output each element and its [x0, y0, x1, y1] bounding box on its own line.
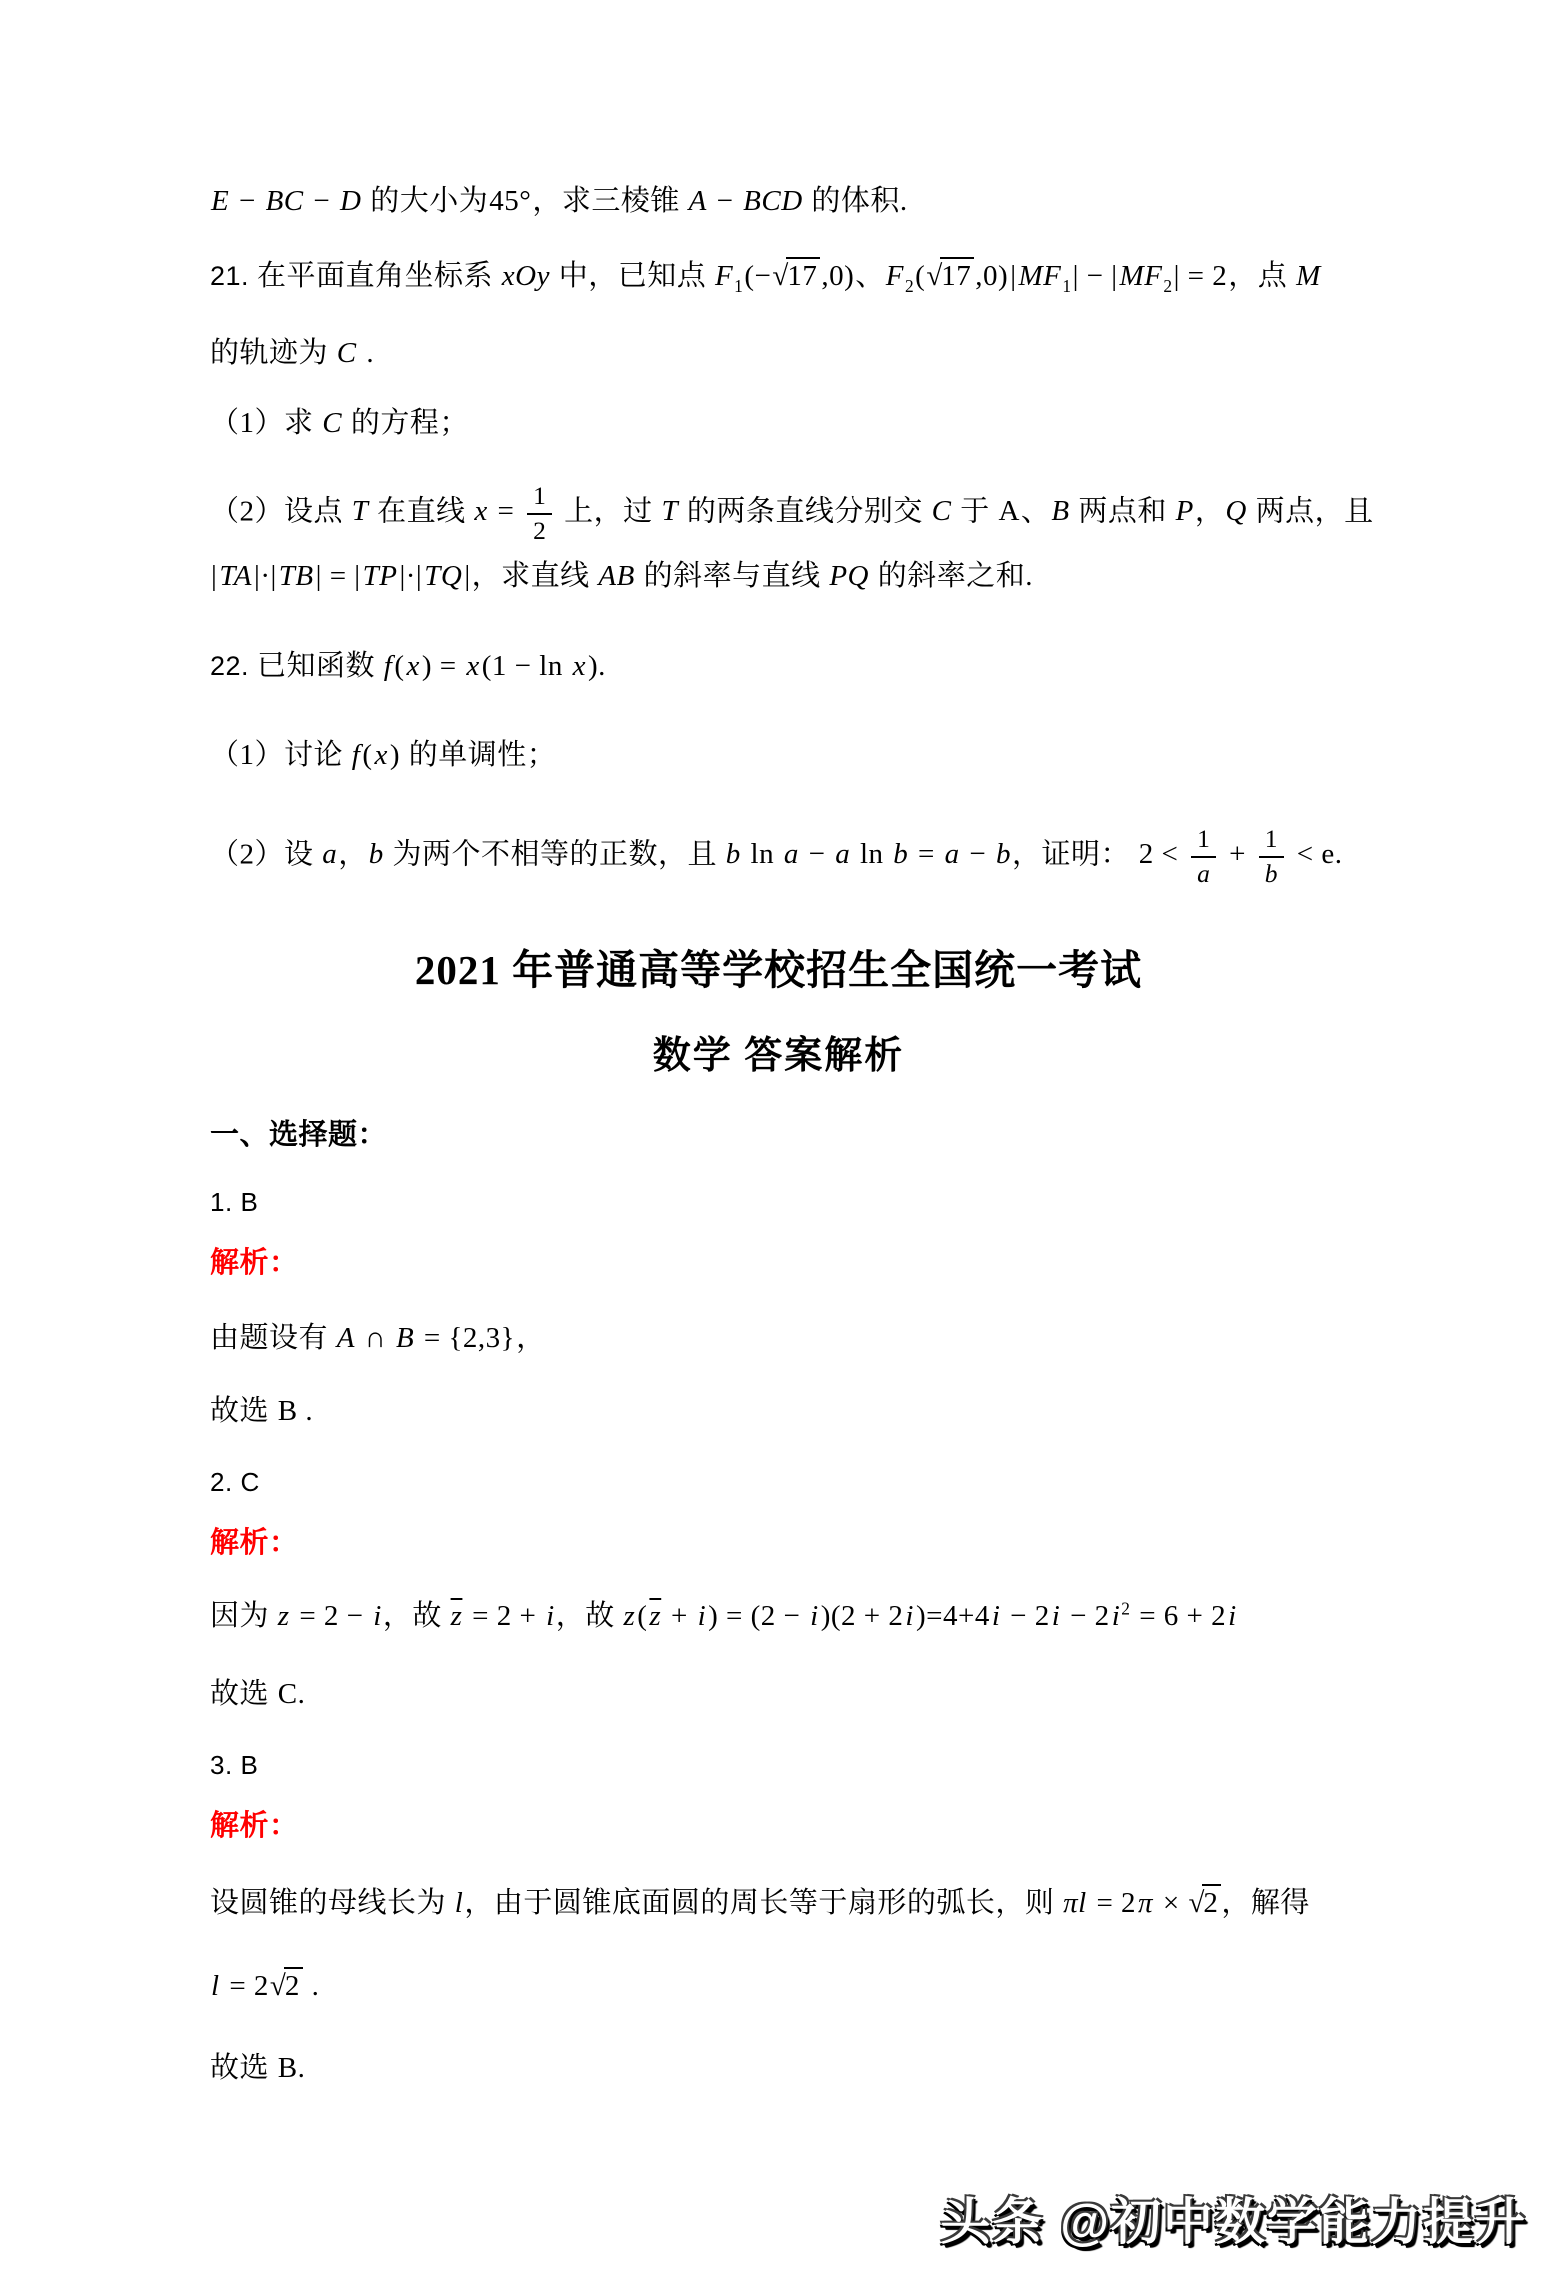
text-segment: 于 — [952, 495, 998, 528]
math-roman: ,0) — [821, 260, 855, 292]
answer-3 — [210, 1748, 258, 1783]
analysis-label-2 — [210, 1525, 299, 1561]
math-var: i — [1228, 1600, 1237, 1632]
math-var: F — [885, 260, 904, 292]
solution-2 — [210, 1598, 1238, 1634]
text-segment: 的大小为 — [362, 185, 489, 217]
math-var: xOy — [501, 260, 550, 292]
radical-sign: √ — [772, 260, 789, 292]
item-number: 2. C — [210, 1467, 260, 1497]
solution-3a — [210, 1885, 1310, 1921]
math-var: a — [944, 838, 960, 871]
math-var: TA — [219, 560, 253, 592]
fraction-numerator: 1 — [1259, 826, 1284, 858]
math-var: i — [546, 1600, 555, 1632]
text-segment: 的方程； — [343, 407, 469, 439]
math-roman: + — [663, 1600, 696, 1632]
math-var: x — [374, 739, 388, 771]
math-var: i — [373, 1600, 382, 1632]
math-var: i — [1051, 1600, 1061, 1632]
math-roman: )=4+4 — [915, 1600, 990, 1632]
math-roman: | = | — [315, 560, 361, 592]
math-roman: 45° — [489, 185, 532, 217]
math-var: x — [466, 650, 480, 682]
fraction — [527, 483, 552, 545]
math-var: a — [783, 838, 799, 871]
text-segment: 的斜率与直线 — [635, 560, 829, 592]
fraction — [1259, 826, 1284, 888]
math-var: i — [991, 1600, 1001, 1632]
section-heading — [210, 1117, 387, 1153]
text-segment: 、 — [1020, 495, 1051, 528]
fraction-denominator: b — [1264, 858, 1279, 888]
math-roman: ( — [637, 1600, 648, 1632]
fraction-numerator: 1 — [1191, 826, 1216, 858]
math-var: x — [406, 650, 420, 682]
overbar-var: $\overline{z}$ — [649, 1600, 662, 1632]
math-roman: − 2 — [1062, 1600, 1110, 1632]
math-roman: ( — [394, 650, 405, 682]
fraction-denominator: a — [1197, 858, 1211, 888]
text-segment: （1）讨论 — [210, 739, 351, 771]
math-roman: . — [303, 1970, 320, 2002]
radicand: 2 — [1202, 1884, 1221, 1919]
radicand: 17 — [940, 257, 974, 292]
q21-part2b — [210, 558, 1033, 594]
math-roman: ln — [742, 838, 782, 871]
math-var: πl — [1063, 1887, 1087, 1919]
math-var: b — [893, 838, 909, 871]
math-roman: − — [305, 185, 338, 217]
math-roman: 2 < — [1138, 838, 1187, 871]
radicand: 2 — [284, 1967, 303, 2002]
subscript: 2 — [904, 275, 915, 296]
math-roman: ,0) — [975, 260, 1009, 292]
text-segment: 数学 答案解析 — [652, 1035, 905, 1077]
math-roman: − 2 — [1002, 1600, 1050, 1632]
item-number: 22. — [210, 651, 257, 681]
math-var: TQ — [424, 560, 463, 592]
text-segment: 解析： — [210, 1810, 299, 1842]
math-roman: C. — [277, 1678, 306, 1710]
math-var: D — [340, 185, 362, 217]
conclusion-3 — [210, 2050, 306, 2086]
text-segment: 解析： — [210, 1527, 299, 1559]
text-segment: ，求三棱锥 — [532, 185, 688, 217]
text-segment: 两点，且 — [1247, 495, 1374, 528]
q21-part1 — [210, 405, 469, 441]
math-roman: = 2 — [1088, 1887, 1137, 1919]
math-roman: ln — [852, 838, 892, 871]
text-segment: 2021 年普通高等学校招生全国统一考试 — [414, 947, 1143, 993]
math-roman: ( — [915, 260, 926, 292]
text-segment: 在直线 — [369, 495, 474, 528]
math-roman: . — [358, 337, 375, 369]
math-var: C — [336, 337, 357, 369]
math-var: MF — [1119, 260, 1163, 292]
radical-sign: √ — [269, 1970, 286, 2002]
fraction-denominator: 2 — [533, 515, 547, 545]
text-segment: 的体积. — [803, 185, 908, 217]
fraction — [1191, 826, 1216, 888]
text-segment: 因为 — [210, 1600, 277, 1632]
math-roman: (− — [744, 260, 772, 292]
watermark-text: 头条 @初中数学能力提升 — [940, 2194, 1527, 2250]
analysis-label-3 — [210, 1808, 299, 1844]
math-var: T — [661, 495, 679, 528]
math-roman: | — [211, 560, 218, 592]
math-var: b — [368, 838, 384, 871]
math-roman: ) = (2 − — [708, 1600, 809, 1632]
math-var: x — [572, 650, 586, 682]
math-roman: = 2 + — [464, 1600, 545, 1632]
text-segment: ， — [516, 1322, 546, 1354]
math-roman: )(2 + 2 — [820, 1600, 904, 1632]
math-roman: | — [1010, 260, 1017, 292]
math-var: b — [996, 838, 1011, 871]
math-var: F — [714, 260, 734, 292]
math-var: AB — [598, 560, 635, 592]
sqrt-radical — [1188, 1885, 1221, 1921]
sqrt-radical — [772, 258, 820, 294]
item-number: 1. B — [210, 1187, 259, 1217]
text-segment: 故选 — [210, 2052, 277, 2084]
math-roman: ) — [389, 739, 401, 771]
text-segment: 两点和 — [1070, 495, 1175, 528]
text-segment: 的单调性； — [401, 739, 557, 771]
math-var: T — [351, 495, 369, 528]
radical-sign: √ — [1188, 1887, 1205, 1919]
text-segment: 的两条直线分别交 — [679, 495, 931, 528]
overbar-var: $\overline{z}$ — [450, 1600, 463, 1632]
text-segment: 中，已知点 — [550, 260, 714, 292]
math-var: Q — [1225, 495, 1247, 528]
text-segment: （1）求 — [210, 407, 322, 439]
math-var: M — [1296, 260, 1321, 292]
text-segment: ，证明： — [1012, 838, 1138, 871]
text-segment: ，解得 — [1221, 1887, 1310, 1919]
math-roman: ) = — [421, 650, 465, 682]
text-segment: 的轨迹为 — [210, 337, 336, 369]
conclusion-2 — [210, 1676, 306, 1712]
math-var: l — [454, 1887, 464, 1919]
text-segment: 的斜率之和. — [870, 560, 1034, 592]
doc-subtitle — [0, 1033, 1557, 1081]
text-segment: 设圆锥的母线长为 — [210, 1887, 454, 1919]
math-var: a — [322, 838, 338, 871]
math-var: C — [322, 407, 343, 439]
math-var: MF — [1018, 260, 1062, 292]
math-roman: = 2 — [221, 1970, 269, 2002]
q22-part2 — [210, 826, 1344, 888]
math-roman: < e. — [1289, 838, 1343, 871]
text-segment: 在平面直角坐标系 — [256, 260, 501, 292]
math-var: a — [835, 838, 851, 871]
math-var: π — [1138, 1887, 1154, 1919]
text-segment: 故选 — [210, 1678, 277, 1710]
math-roman: × — [1155, 1887, 1188, 1919]
math-roman: | − | — [1072, 260, 1118, 292]
q21-part2a — [210, 483, 1374, 545]
math-var: BCD — [743, 185, 803, 217]
math-roman: = — [489, 495, 523, 528]
text-segment: 、 — [855, 260, 885, 292]
text-segment: （2）设点 — [210, 495, 351, 528]
math-var: z — [623, 1600, 636, 1632]
sqrt-radical — [270, 1968, 303, 2004]
text-segment: ，由于圆锥底面圆的周长等于扇形的弧长，则 — [464, 1887, 1063, 1919]
answer-1 — [210, 1185, 258, 1220]
math-var: x — [474, 495, 488, 528]
math-var: i — [810, 1600, 819, 1632]
text-segment: （2）设 — [210, 838, 322, 871]
q22-part1 — [210, 737, 556, 773]
math-roman: − — [231, 185, 264, 217]
math-var: PQ — [829, 560, 870, 592]
sqrt-radical — [926, 258, 974, 294]
superscript: 2 — [1121, 1598, 1131, 1619]
math-roman: = — [910, 838, 943, 871]
solution-1 — [210, 1320, 546, 1356]
math-roman: − — [800, 838, 834, 871]
math-var: f — [351, 739, 361, 771]
text-segment: 由题设有 — [210, 1322, 336, 1354]
subscript: 1 — [734, 275, 744, 296]
math-roman: | = 2 — [1173, 260, 1228, 292]
text-segment: ， — [1194, 495, 1225, 528]
math-var: E — [211, 185, 230, 217]
math-var: b — [725, 838, 741, 871]
math-var: l — [211, 1970, 220, 2002]
text-segment: 上，过 — [556, 495, 661, 528]
text-segment: ，点 — [1228, 260, 1296, 292]
math-roman: ). — [587, 650, 606, 682]
math-var: f — [383, 650, 393, 682]
math-roman: + — [1221, 838, 1254, 871]
math-roman: ∩ — [356, 1322, 394, 1354]
analysis-label-1 — [210, 1245, 299, 1281]
q21-line2 — [210, 335, 375, 371]
subscript: 1 — [1062, 275, 1072, 296]
math-roman: (1 − ln — [481, 650, 571, 682]
watermark — [940, 2182, 1527, 2254]
math-var: B — [1051, 495, 1070, 528]
q22-line — [210, 648, 607, 684]
text-segment: ，求直线 — [471, 560, 598, 592]
math-var: A — [688, 185, 707, 217]
math-roman: − — [961, 838, 994, 871]
math-roman: B. — [277, 2052, 306, 2084]
doc-title — [0, 945, 1557, 996]
math-roman: = 2 − — [291, 1600, 372, 1632]
math-var: i — [697, 1600, 707, 1632]
math-var: TP — [362, 560, 398, 592]
math-roman: |·| — [399, 560, 423, 592]
math-roman: |·| — [254, 560, 277, 592]
math-roman: = {2,3} — [416, 1322, 516, 1354]
item-number: 21. — [210, 261, 257, 291]
q21-line1 — [210, 258, 1322, 298]
q20-tail-line — [210, 183, 908, 219]
math-roman: B . — [277, 1395, 314, 1427]
radicand: 17 — [786, 257, 820, 292]
math-roman: | — [464, 560, 471, 592]
item-number: 3. B — [210, 1750, 259, 1780]
math-roman: A — [998, 495, 1020, 528]
text-segment: 已知函数 — [256, 650, 383, 682]
conclusion-1 — [210, 1393, 314, 1429]
math-roman: = 6 + 2 — [1131, 1600, 1227, 1632]
radical-sign: √ — [926, 260, 943, 292]
math-var: BC — [265, 185, 304, 217]
solution-3b — [210, 1968, 320, 2004]
text-segment: ，故 — [555, 1600, 623, 1632]
text-segment: 为两个不相等的正数，且 — [384, 838, 725, 871]
math-var: i — [1111, 1600, 1121, 1632]
answer-2 — [210, 1465, 260, 1500]
math-roman: − — [708, 185, 742, 217]
math-var: C — [931, 495, 952, 528]
text-segment: ，故 — [382, 1600, 450, 1632]
fraction-numerator: 1 — [527, 483, 552, 515]
text-segment: ， — [338, 838, 368, 871]
text-segment: 解析： — [210, 1247, 299, 1279]
math-var: i — [905, 1600, 914, 1632]
math-var: B — [395, 1322, 415, 1354]
math-var: P — [1175, 495, 1194, 528]
text-segment: 一、选择题： — [210, 1119, 388, 1151]
subscript: 2 — [1163, 275, 1173, 296]
math-var: z — [277, 1600, 290, 1632]
math-var: A — [336, 1322, 355, 1354]
text-segment: 故选 — [210, 1395, 277, 1427]
math-roman: ( — [362, 739, 373, 771]
math-var: TB — [278, 560, 314, 592]
